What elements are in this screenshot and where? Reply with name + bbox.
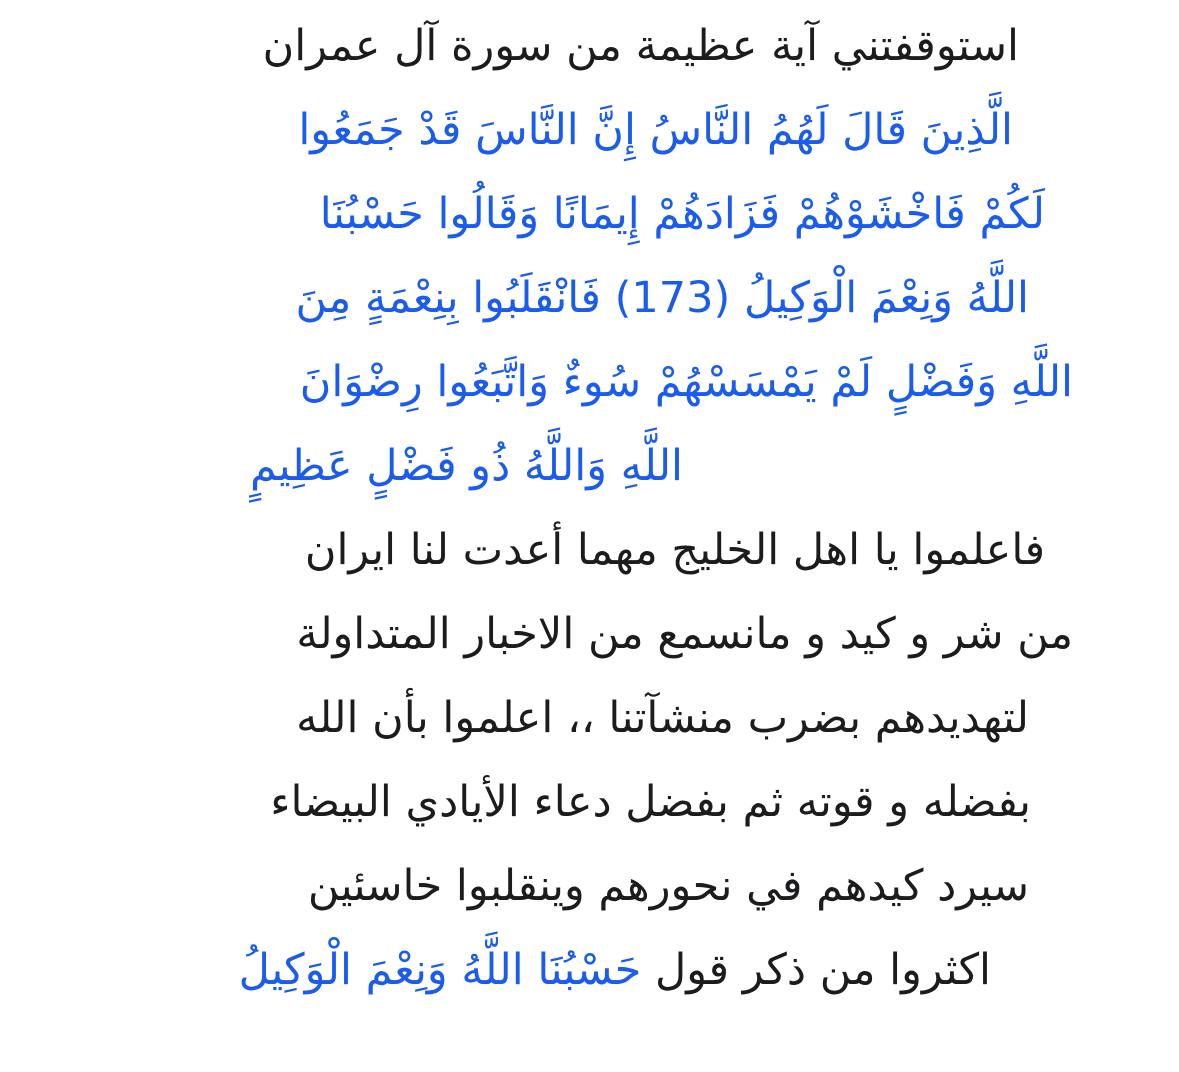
closing-verse: حَسْبُنَا اللَّهُ وَنِعْمَ الْوَكِيلُ xyxy=(238,945,642,995)
verse-line-3: اللَّهُ وَنِعْمَ الْوَكِيلُ (173) فَانْقَلَبُوا بِنِعْمَةٍ مِنَ xyxy=(295,273,1029,323)
closing-text: اكثروا من ذكر قول xyxy=(655,945,991,995)
verse-line-5: اللَّهِ وَاللَّهُ ذُو فَضْلٍ عَظِيمٍ xyxy=(250,441,683,491)
body-line-1: فاعلموا يا اهل الخليج مهما أعدت لنا ايران xyxy=(304,525,1045,575)
body-line-2: من شر و كيد و مانسمع من الاخبار المتداولة xyxy=(296,609,1073,659)
body-line-3: لتهديدهم بضرب منشآتنا ،، اعلموا بأن الله xyxy=(296,693,1029,743)
body-line-4: بفضله و قوته ثم بفضل دعاء الأيادي البيضاء xyxy=(270,777,1031,827)
verse-line-2: لَكُمْ فَاخْشَوْهُمْ فَزَادَهُمْ إِيمَانًا وَقَالُوا حَسْبُنَا xyxy=(319,189,1045,239)
body-line-5: سيرد كيدهم في نحورهم وينقلبوا خاسئين xyxy=(307,861,1029,911)
intro-line: استوقفتني آية عظيمة من سورة آل عمران xyxy=(262,21,1019,71)
verse-line-1: الَّذِينَ قَالَ لَهُمُ النَّاسُ إِنَّ النَّاسَ قَدْ جَمَعُوا xyxy=(298,105,1013,155)
verse-line-4: اللَّهِ وَفَضْلٍ لَمْ يَمْسَسْهُمْ سُوءٌ وَاتَّبَعُوا رِضْوَانَ xyxy=(299,357,1073,407)
closing-line xyxy=(239,928,991,1012)
